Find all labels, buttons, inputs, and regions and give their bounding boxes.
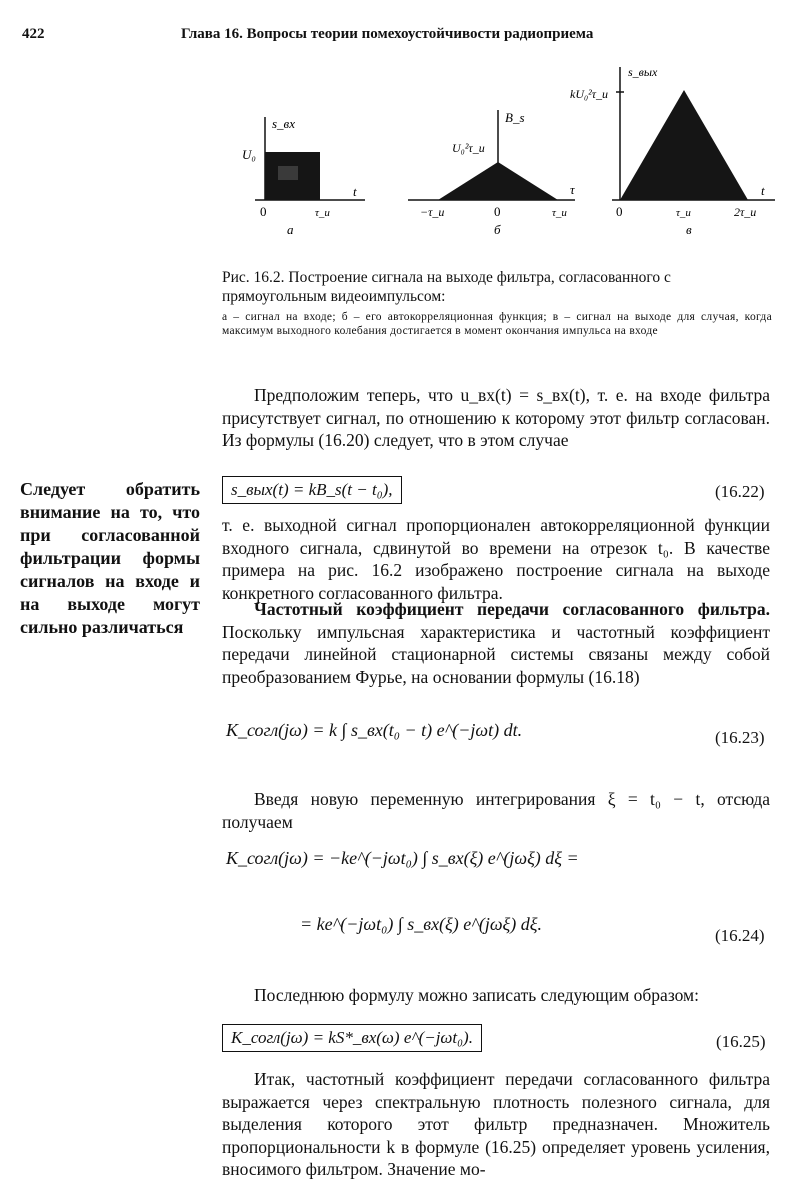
panel-a-origin: 0 [260, 204, 267, 219]
equation-16-25-number: (16.25) [716, 1032, 766, 1051]
autocorrelation-triangle [438, 162, 558, 200]
panel-a-letter: а [287, 222, 294, 237]
panel-b-tick-right: τ_и [552, 207, 567, 219]
panel-b-ylabel: B_s [505, 110, 525, 125]
panel-a [242, 116, 365, 237]
paragraph-4: Введя новую переменную интегрирования ξ = t₀ − t, отсюда получаем [222, 789, 770, 832]
panel-b-tick-left: −τ_и [420, 205, 445, 219]
equation-16-25 [222, 1024, 482, 1052]
panel-a-ylabel: s_вх [272, 116, 295, 131]
figure-16-2 [240, 62, 785, 252]
panel-c-peak: kU₀²τ_и [570, 87, 609, 101]
running-header: Глава 16. Вопросы теории помехоустойчивости радиоприема [181, 26, 594, 42]
output-triangle [620, 90, 748, 200]
equation-16-25-box: K_согл(jω) = kS*_вх(ω) e^(−jωt₀). [222, 1024, 482, 1052]
panel-c [570, 65, 775, 237]
paragraph-2: т. е. выходной сигнал пропорционален автокорреляционной функции входного сигнала, сдвинутой во времени на отрезок t₀. В качестве примера на рис. 16.2 изображено построение сигнала на выходе конкретного согласованного фильтра. [222, 515, 770, 603]
paragraph-6: Итак, частотный коэффициент передачи согласованного фильтра выражается через спектральную плотность полезного сигнала, для выделения которого этот фильтр предназначен. Множитель пропорциональности k в формуле (16.25) определяет уровень усиления, вносимого фильтром. Значение мо- [222, 1069, 770, 1179]
panel-a-amplitude: U₀ [242, 147, 256, 162]
caption-text: а – сигнал на входе; б – его автокорреляционная функция; в – сигнал на выходе для случая, когда максимум выходного колебания достигается в момент окончания импульса на входе [222, 311, 772, 337]
equation-16-22-number: (16.22) [715, 482, 765, 501]
panel-c-ylabel: s_вых [628, 65, 658, 79]
panel-b-xlabel: τ [570, 182, 575, 197]
panel-c-xlabel: t [761, 183, 765, 198]
equation-16-24-number: (16.24) [715, 926, 765, 945]
equation-16-23: K_согл(jω) = k ∫ s_вх(t₀ − t) e^(−jωt) dt. [226, 720, 523, 740]
margin-note: Следует обратить внимание на то, что при согласованной фильтрации формы сигналов на входе и на выходе могут сильно различаться [20, 479, 200, 637]
panel-c-origin: 0 [616, 204, 623, 219]
equation-16-22 [222, 476, 402, 504]
panel-c-tick2: 2τ_и [734, 205, 757, 219]
section-heading: Частотный коэффициент передачи согласованного фильтра. [254, 599, 770, 619]
panel-c-tick1: τ_и [676, 207, 691, 219]
paragraph-1: Предположим теперь, что u_вх(t) = s_вх(t), т. е. на входе фильтра присутствует сигнал, по отношению к которому этот фильтр согласован. Из формулы (16.20) следует, что в этом случае [222, 385, 770, 450]
paragraph-5: Последнюю формулу можно записать следующим образом: [254, 985, 699, 1005]
paragraph-3-text: Поскольку импульсная характеристика и частотный коэффициент передачи линейной стационарной системы связаны между собой преобразованием Фурье, на основании формулы (16.18) [222, 621, 770, 687]
panel-c-letter: в [686, 222, 692, 237]
panel-b [408, 110, 576, 237]
panel-a-xlabel: t [353, 184, 357, 199]
panel-b-peak: U₀²τ_и [452, 141, 485, 155]
caption-title: Рис. 16.2. Построение сигнала на выходе фильтра, согласованного с прямоугольным видеоимпульсом: [222, 269, 671, 305]
panel-b-origin: 0 [494, 204, 501, 219]
equation-16-22-box: s_вых(t) = kB_s(t − t₀), [222, 476, 402, 504]
figure-caption [222, 268, 772, 338]
equation-16-23-number: (16.23) [715, 728, 765, 747]
panel-b-letter: б [494, 222, 501, 237]
panel-a-tick: τ_и [315, 207, 330, 219]
equation-16-24-line2: = ke^(−jωt₀) ∫ s_вх(ξ) e^(jωξ) dξ. [300, 914, 542, 934]
page-number: 422 [22, 26, 45, 42]
equation-16-24-line1: K_согл(jω) = −ke^(−jωt₀) ∫ s_вх(ξ) e^(jωξ) dξ = [226, 848, 579, 868]
paragraph-3 [222, 598, 770, 688]
